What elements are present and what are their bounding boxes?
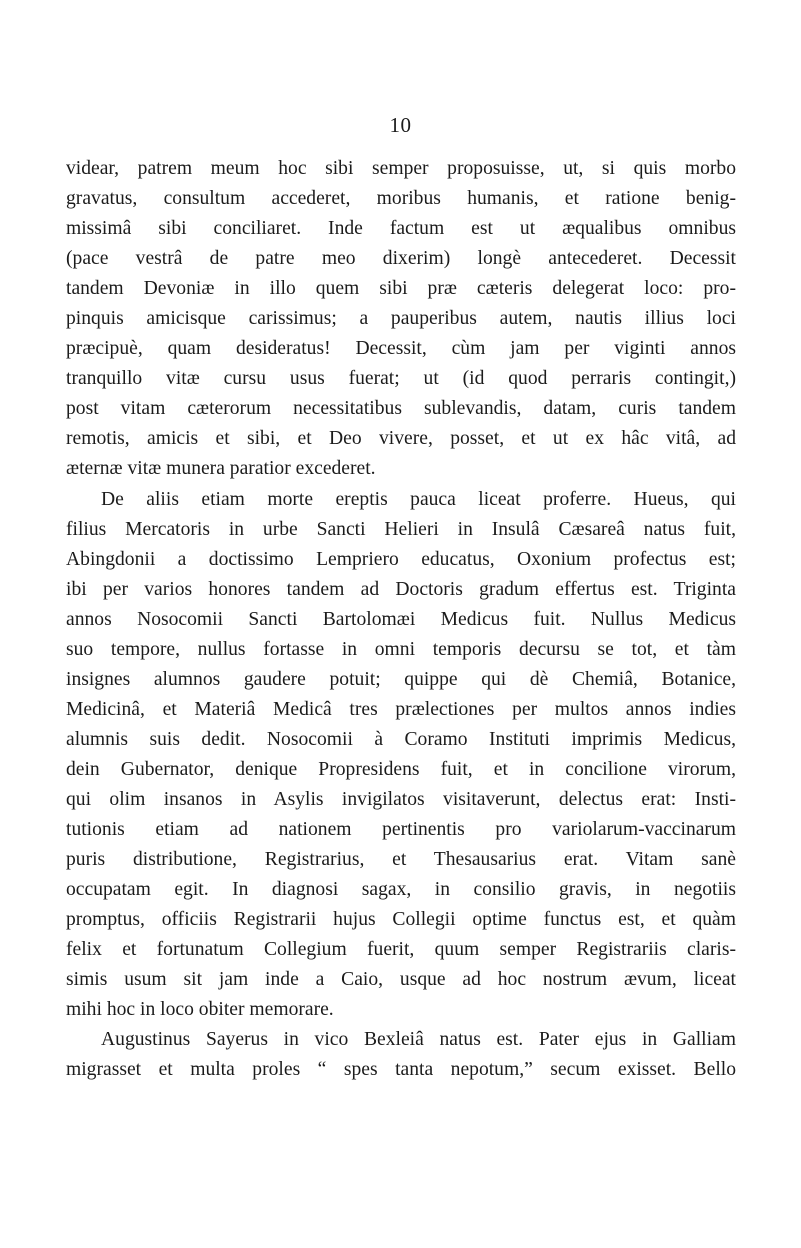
- text-line: ibi per varios honores tandem ad Doctoris gradum effertus est. Triginta: [66, 578, 736, 600]
- text-line: gravatus, consultum accederet, moribus humanis, et ratione benig-: [66, 188, 736, 210]
- text-line: pinquis amicisque carissimus; a pauperibus autem, nautis illius loci: [66, 308, 736, 330]
- text-line: migrasset et multa proles “ spes tanta nepotum,” secum exisset. Bello: [66, 1059, 736, 1081]
- text-line: æternæ vitæ munera paratior excederet.: [66, 458, 376, 480]
- text-line: felix et fortunatum Collegium fuerit, quum semper Registrariis claris-: [66, 939, 736, 961]
- text-line: Medicinâ, et Materiâ Medicâ tres prælectiones per multos annos indies: [66, 698, 736, 720]
- text-line: præcipuè, quam desideratus! Decessit, cùm jam per viginti annos: [66, 338, 736, 360]
- text-line: puris distributione, Registrarius, et Thesausarius erat. Vitam sanè: [66, 849, 736, 871]
- page-number: 10: [389, 113, 412, 137]
- text-line: mihi hoc in loco obiter memorare.: [66, 999, 334, 1021]
- text-line: videar, patrem meum hoc sibi semper proposuisse, ut, si quis morbo: [66, 158, 736, 179]
- text-line: simis usum sit jam inde a Caio, usque ad hoc nostrum ævum, liceat: [66, 969, 736, 991]
- text-line: tranquillo vitæ cursu usus fuerat; ut (id quod perraris contingit,): [66, 368, 736, 390]
- text-line: filius Mercatoris in urbe Sancti Helieri in Insulâ Cæsareâ natus fuit,: [66, 518, 736, 540]
- text-line: missimâ sibi conciliaret. Inde factum est ut æqualibus omnibus: [66, 218, 736, 240]
- text-line: suo tempore, nullus fortasse in omni temporis decursu se tot, et tàm: [66, 638, 736, 660]
- text-line: post vitam cæterorum necessitatibus sublevandis, datam, curis tandem: [66, 398, 736, 420]
- text-line: annos Nosocomii Sancti Bartolomæi Medicus fuit. Nullus Medicus: [66, 608, 736, 630]
- body-text: [66, 154, 736, 1085]
- text-line: occupatam egit. In diagnosi sagax, in consilio gravis, in negotiis: [66, 879, 736, 901]
- text-line: alumnis suis dedit. Nosocomii à Coramo Instituti imprimis Medicus,: [66, 728, 736, 750]
- text-line: De aliis etiam morte ereptis pauca liceat proferre. Hueus, qui: [101, 488, 736, 510]
- text-line: Augustinus Sayerus in vico Bexleiâ natus est. Pater ejus in Galliam: [101, 1029, 736, 1051]
- text-line: promptus, officiis Registrarii hujus Collegii optime functus est, et quàm: [66, 909, 736, 931]
- text-line: Abingdonii a doctissimo Lempriero educatus, Oxonium profectus est;: [66, 548, 736, 570]
- text-line: insignes alumnos gaudere potuit; quippe qui dè Chemiâ, Botanice,: [66, 668, 736, 690]
- text-line: dein Gubernator, denique Propresidens fuit, et in concilione virorum,: [66, 758, 736, 780]
- text-line: qui olim insanos in Asylis invigilatos visitaverunt, delectus erat: Insti-: [66, 788, 736, 810]
- text-line: tutionis etiam ad nationem pertinentis pro variolarum-vaccinarum: [66, 819, 736, 841]
- text-line: remotis, amicis et sibi, et Deo vivere, posset, et ut ex hâc vitâ, ad: [66, 428, 736, 450]
- text-line: (pace vestrâ de patre meo dixerim) longè antecederet. Decessit: [66, 248, 736, 270]
- text-line: tandem Devoniæ in illo quem sibi præ cæteris delegerat loco: pro-: [66, 278, 736, 300]
